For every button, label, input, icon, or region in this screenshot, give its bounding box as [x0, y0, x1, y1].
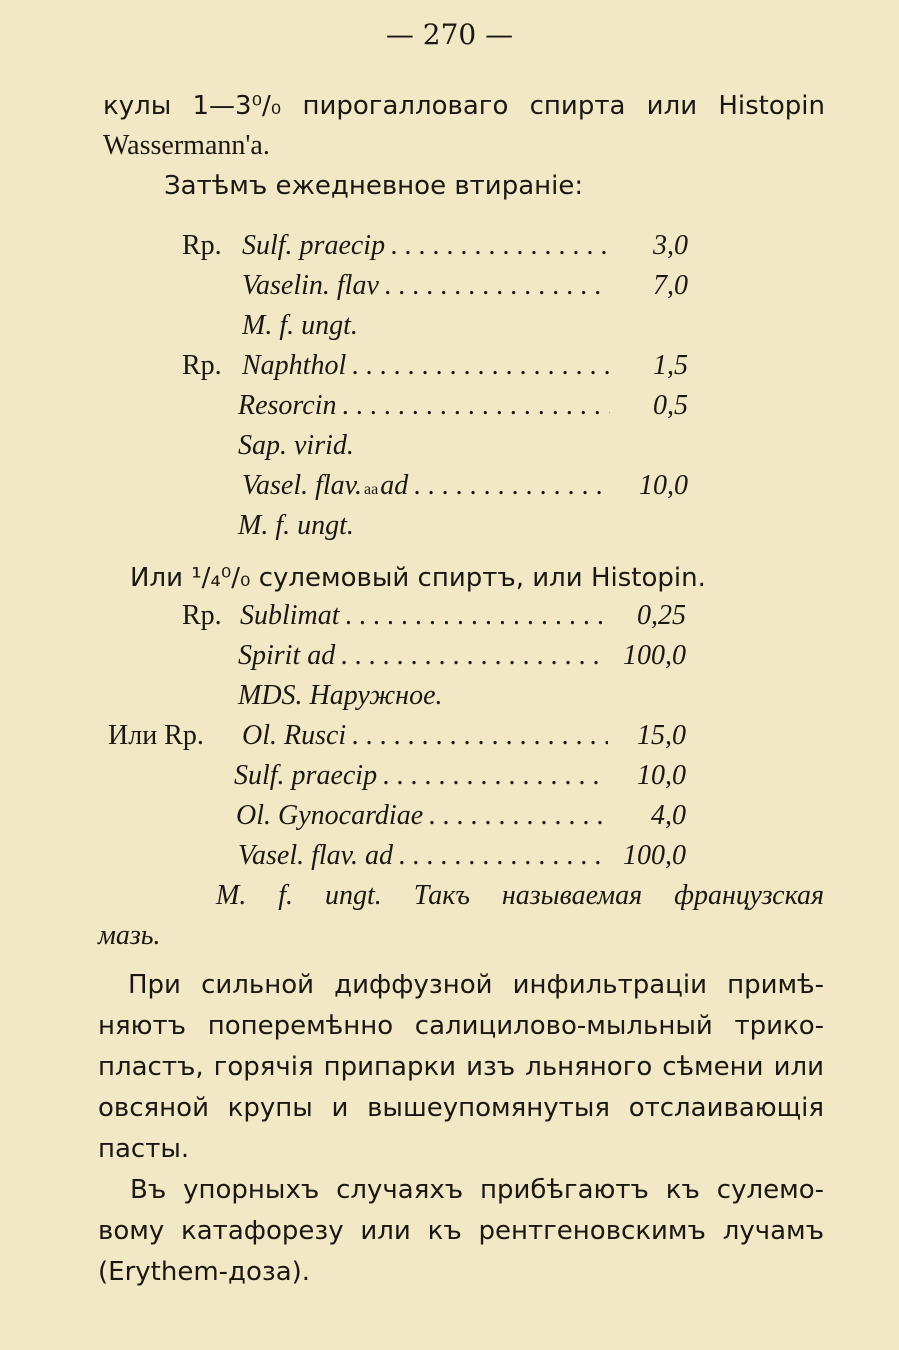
leader-dots	[391, 228, 610, 264]
rx-item-amount: 1,5	[653, 350, 688, 381]
rx-item	[242, 348, 688, 384]
rx-item-name: Vasel. flav.	[242, 470, 363, 501]
rx-item-name: Sulf. praecip	[234, 760, 378, 791]
rx-tail: M. f. ungt.	[238, 510, 354, 541]
rx-item-amount: 100,0	[623, 640, 686, 671]
leader-dots	[429, 798, 608, 834]
rx-item-amount: 0,5	[653, 390, 688, 421]
rx-tail: M. f. ungt. Такъ называемая французская	[216, 880, 824, 911]
rx-item	[234, 758, 686, 794]
leader-dots	[414, 468, 610, 504]
leader-dots	[385, 268, 610, 304]
rx-item	[242, 468, 688, 508]
leader-dots	[352, 718, 608, 754]
leader-dots	[399, 838, 608, 874]
rx-item-amount: 10,0	[639, 470, 688, 501]
paragraph-line: овсяной крупы и вышеупомянутыя отслаивающія	[98, 1093, 824, 1123]
paragraph-line: пластъ, горячія припарки изъ льняного сѣмени или	[98, 1052, 824, 1082]
rx-item-amount: 10,0	[637, 760, 686, 791]
rx-item-amount: 100,0	[623, 840, 686, 871]
rx-item-name: Naphthol	[242, 350, 347, 381]
rx-item-name: Ol. Gynocardiae	[236, 800, 424, 831]
rx-item	[238, 638, 686, 674]
rx-item-name: Spirit ad	[238, 640, 336, 671]
rx-item	[242, 268, 688, 304]
paragraph-line: няютъ поперемѣнно салицилово-мыльный трико-	[98, 1011, 824, 1041]
rx-item-name: Vaselin. flav	[242, 270, 379, 301]
leader-dots	[341, 638, 608, 674]
rx-item	[238, 388, 688, 424]
paragraph-line: Wassermann'a.	[103, 130, 270, 161]
rx-item	[236, 798, 686, 834]
rx-tail: MDS. Наружное.	[238, 680, 443, 711]
rx-label: Или Rp.	[108, 720, 204, 751]
rx-item	[242, 228, 688, 264]
paragraph-line: При сильной диффузной инфильтраціи примѣ-	[128, 970, 824, 1000]
rx-item-ad: ad	[380, 470, 409, 501]
rx-item-amount: 7,0	[653, 270, 688, 301]
rx-label: Rp.	[182, 600, 222, 631]
rx-item-name: Resorcin	[238, 390, 337, 421]
rx-label: Rp.	[182, 350, 222, 381]
rx-item-amount: 3,0	[653, 230, 688, 261]
page-number: — 270 —	[385, 18, 514, 51]
rx-item	[242, 718, 686, 754]
paragraph-line: кулы 1—3⁰/₀ пирогалловаго спирта или Histopin	[103, 91, 825, 121]
rx-label: Rp.	[182, 230, 222, 261]
paragraph-line: Затѣмъ ежедневное втираніе:	[164, 171, 584, 201]
rx-item-name: Ol. Rusci	[242, 720, 347, 751]
aa-mark: aa	[364, 481, 379, 498]
leader-dots	[383, 758, 608, 794]
rx-tail: мазь.	[98, 920, 161, 951]
rx-item	[240, 598, 686, 634]
rx-item-name: Sulf. praecip	[242, 230, 386, 261]
paragraph-line: пасты.	[98, 1134, 190, 1164]
paragraph-line: (Erythem-доза).	[98, 1257, 311, 1287]
rx-tail: M. f. ungt.	[242, 310, 358, 341]
rx-item-amount: 0,25	[637, 600, 686, 631]
rx-item-name: Vasel. flav. ad	[238, 840, 394, 871]
paragraph-line: Въ упорныхъ случаяхъ прибѣгаютъ къ сулемо-	[130, 1175, 824, 1205]
rx-item-amount: 4,0	[651, 800, 686, 831]
paragraph-line: Или ¹/₄⁰/₀ сулемовый спиртъ, или Histopin.	[130, 563, 706, 593]
rx-plain-item: Sap. virid.	[238, 430, 354, 461]
rx-item-name: Sublimat	[240, 600, 340, 631]
leader-dots	[343, 388, 611, 424]
rx-item	[238, 838, 686, 874]
leader-dots	[352, 348, 610, 384]
paragraph-line: вому катафорезу или къ рентгеновскимъ лучамъ	[98, 1216, 824, 1246]
rx-item-amount: 15,0	[637, 720, 686, 751]
leader-dots	[346, 598, 608, 634]
